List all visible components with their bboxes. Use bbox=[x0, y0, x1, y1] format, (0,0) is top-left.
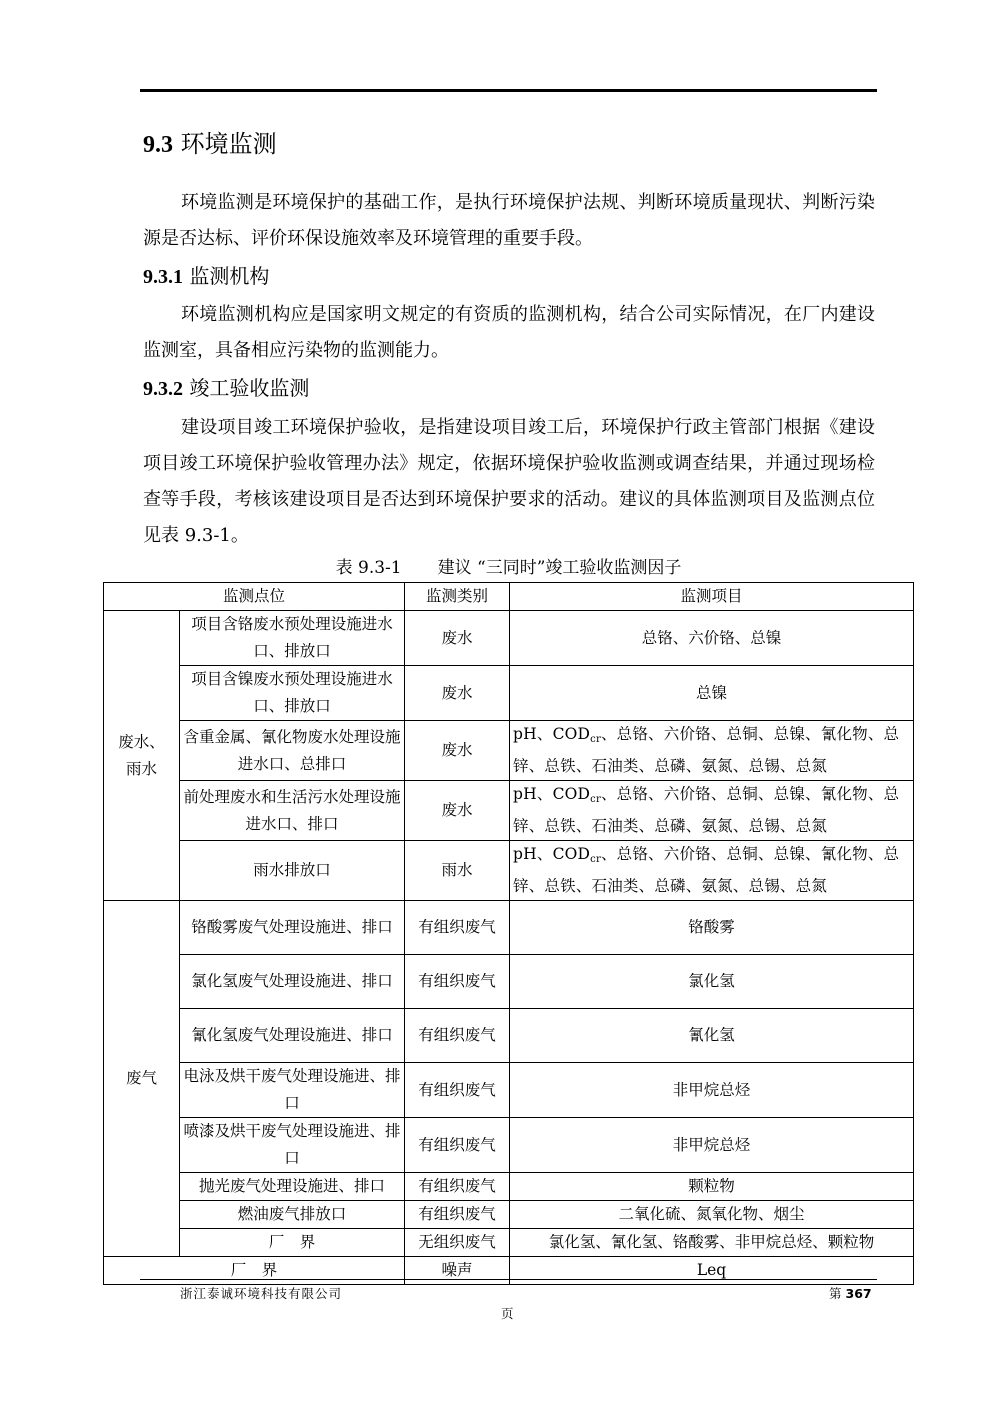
row-point: 前处理废水和生活污水处理设施进水口、排口 bbox=[180, 781, 405, 841]
intro-paragraph: 环境监测是环境保护的基础工作，是执行环境保护法规、判断环境质量现状、判断污染源是否达标、评价环保设施效率及环境管理的重要手段。 bbox=[143, 192, 875, 249]
table-row bbox=[104, 1173, 914, 1201]
row-items: pH、$COD_{cr}$、总铬、六价铬、总铜、总镍、氰化物、总锌、总铁、石油类、总磷、氨氮、总锡、总氮 bbox=[510, 781, 914, 841]
table-row bbox=[104, 955, 914, 1009]
page-number: 367 bbox=[845, 1286, 872, 1301]
subsection-heading-1 bbox=[143, 261, 269, 292]
footer-page-number bbox=[829, 1284, 872, 1302]
row-point: 含重金属、氰化物废水处理设施进水口、总排口 bbox=[180, 721, 405, 781]
table-row bbox=[104, 1201, 914, 1229]
row-type: 无组织废气 bbox=[405, 1229, 510, 1257]
table-row bbox=[104, 1118, 914, 1173]
row-point: 铬酸雾废气处理设施进、排口 bbox=[180, 901, 405, 955]
row-items: 非甲烷总烃 bbox=[510, 1118, 914, 1173]
table-row bbox=[104, 841, 914, 901]
row-point: 雨水排放口 bbox=[180, 841, 405, 901]
row-point: 氯化氢废气处理设施进、排口 bbox=[180, 955, 405, 1009]
footer-rule bbox=[140, 1279, 877, 1280]
row-items: 颗粒物 bbox=[510, 1173, 914, 1201]
row-items: 氯化氢 bbox=[510, 955, 914, 1009]
section-heading bbox=[143, 127, 277, 162]
row-items: 铬酸雾 bbox=[510, 901, 914, 955]
row-point: 厂 界 bbox=[104, 1257, 405, 1285]
row-type: 有组织废气 bbox=[405, 901, 510, 955]
table-row bbox=[104, 721, 914, 781]
subsection-title-2: 竣工验收监测 bbox=[189, 376, 310, 400]
header-items: 监测项目 bbox=[510, 583, 914, 611]
row-point: 项目含铬废水预处理设施进水口、排放口 bbox=[180, 611, 405, 666]
page-suffix: 页 bbox=[501, 1306, 514, 1321]
row-items: 氯化氢、氰化氢、铬酸雾、非甲烷总烃、颗粒物 bbox=[510, 1229, 914, 1257]
subsection-heading-2 bbox=[143, 373, 309, 404]
footer-company: 浙江泰诚环境科技有限公司 bbox=[180, 1286, 343, 1301]
row-point: 氰化氢废气处理设施进、排口 bbox=[180, 1009, 405, 1063]
row-type: 有组织废气 bbox=[405, 1201, 510, 1229]
row-items: 氰化氢 bbox=[510, 1009, 914, 1063]
row-point: 项目含镍废水预处理设施进水口、排放口 bbox=[180, 666, 405, 721]
row-items: 二氧化硫、氮氧化物、烟尘 bbox=[510, 1201, 914, 1229]
section-number: 9.3 bbox=[143, 132, 173, 158]
row-point: 厂 界 bbox=[180, 1229, 405, 1257]
subsection-body-2: 建设项目竣工环境保护验收，是指建设项目竣工后，环境保护行政主管部门根据《建设项目竣工环境保护验收管理办法》规定，依据环境保护验收监测或调查结果，并通过现场检查等手段，考核该建设项目是否达到环境保护要求的活动。建议的具体监测项目及监测点位见表 9.3-1。 bbox=[143, 417, 875, 546]
table-row bbox=[104, 781, 914, 841]
table-row bbox=[104, 666, 914, 721]
header-point: 监测点位 bbox=[104, 583, 405, 611]
row-point: 燃油废气排放口 bbox=[180, 1201, 405, 1229]
table-row bbox=[104, 1063, 914, 1118]
table-number: 表 9.3-1 bbox=[335, 558, 402, 578]
subsection-number-2: 9.3.2 bbox=[143, 378, 183, 400]
section-title: 环境监测 bbox=[180, 130, 277, 158]
row-point: 喷漆及烘干废气处理设施进、排口 bbox=[180, 1118, 405, 1173]
row-type: 噪声 bbox=[405, 1257, 510, 1285]
row-type: 有组织废气 bbox=[405, 1118, 510, 1173]
table-title: 建议 “三同时”竣工验收监测因子 bbox=[437, 558, 682, 578]
table-row bbox=[104, 901, 914, 955]
page-prefix: 第 bbox=[829, 1286, 842, 1301]
row-items: Leq bbox=[510, 1257, 914, 1285]
row-type: 有组织废气 bbox=[405, 1063, 510, 1118]
row-type: 废水 bbox=[405, 666, 510, 721]
row-type: 有组织废气 bbox=[405, 1173, 510, 1201]
row-items: 非甲烷总烃 bbox=[510, 1063, 914, 1118]
group-water: 废水、雨水 bbox=[104, 611, 180, 901]
subsection-number-1: 9.3.1 bbox=[143, 266, 183, 288]
subsection-title-1: 监测机构 bbox=[189, 264, 270, 288]
row-type: 有组织废气 bbox=[405, 1009, 510, 1063]
row-type: 雨水 bbox=[405, 841, 510, 901]
table-header-row bbox=[104, 583, 914, 611]
table-caption bbox=[104, 556, 913, 580]
row-type: 废水 bbox=[405, 781, 510, 841]
row-type: 废水 bbox=[405, 721, 510, 781]
row-items: 总镍 bbox=[510, 666, 914, 721]
monitoring-table bbox=[103, 582, 914, 1285]
row-items: pH、$COD_{cr}$、总铬、六价铬、总铜、总镍、氰化物、总锌、总铁、石油类、总磷、氨氮、总锡、总氮 bbox=[510, 721, 914, 781]
row-type: 有组织废气 bbox=[405, 955, 510, 1009]
row-point: 电泳及烘干废气处理设施进、排口 bbox=[180, 1063, 405, 1118]
row-items: 总铬、六价铬、总镍 bbox=[510, 611, 914, 666]
header-rule bbox=[140, 89, 877, 92]
subsection-body-1: 环境监测机构应是国家明文规定的有资质的监测机构，结合公司实际情况，在厂内建设监测室，具备相应污染物的监测能力。 bbox=[143, 304, 875, 361]
table-row-noise bbox=[104, 1257, 914, 1285]
row-point: 抛光废气处理设施进、排口 bbox=[180, 1173, 405, 1201]
row-items: pH、$COD_{cr}$、总铬、六价铬、总铜、总镍、氰化物、总锌、总铁、石油类、总磷、氨氮、总锡、总氮 bbox=[510, 841, 914, 901]
table-row bbox=[104, 1229, 914, 1257]
table-row bbox=[104, 1009, 914, 1063]
table-row bbox=[104, 611, 914, 666]
group-gas: 废气 bbox=[104, 901, 180, 1257]
row-type: 废水 bbox=[405, 611, 510, 666]
header-type: 监测类别 bbox=[405, 583, 510, 611]
